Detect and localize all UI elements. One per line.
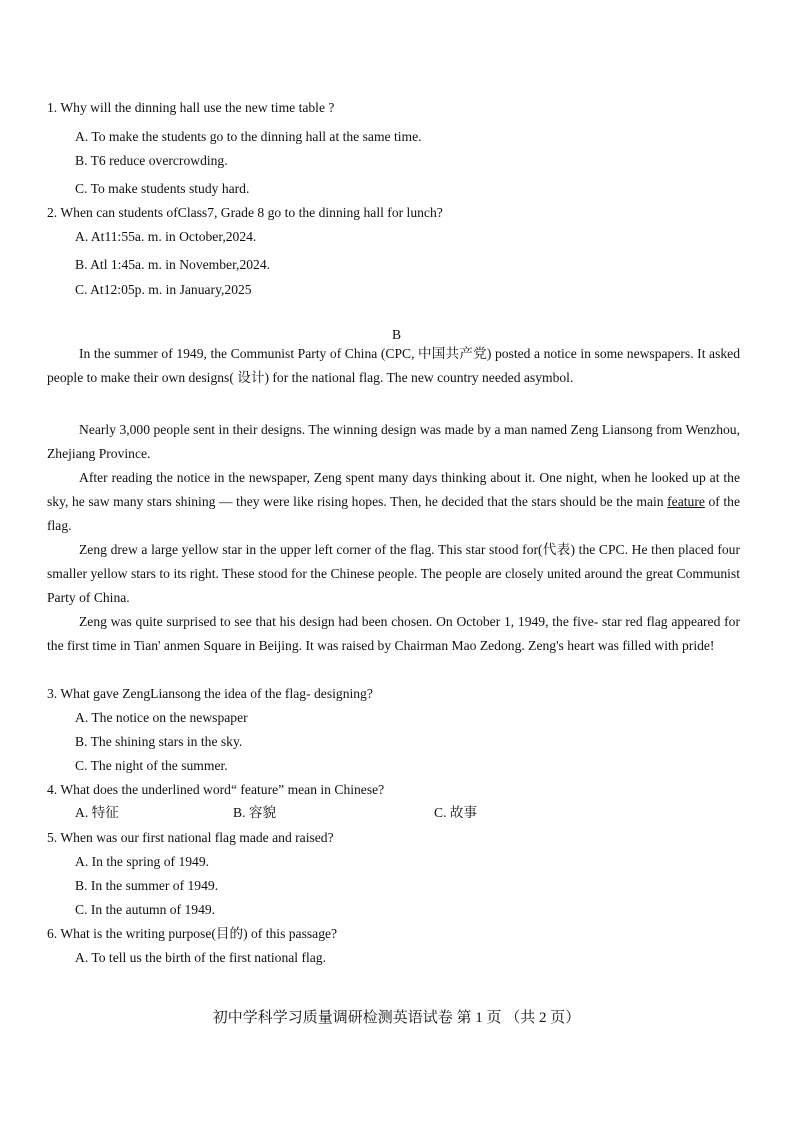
question-5-option-b: B. In the summer of 1949. <box>75 878 219 893</box>
question-2-option-b: B. Atl 1:45a. m. in November,2024. <box>75 257 271 272</box>
passage-paragraph-5: Zeng was quite surprised to see that his design had been chosen. On October 1, 1949, the five- star red flag appeared for the first time in Tian' anmen Square in Beijing. It was raised by Chairman Mao Zedong. Zeng's heart was filled with pride! <box>47 614 740 653</box>
question-1-stem: 1. Why will the dinning hall use the new time table ? <box>47 100 335 115</box>
question-5-option-c: C. In the autumn of 1949. <box>75 902 216 917</box>
question-3-stem: 3. What gave ZengLiansong the idea of the flag- designing? <box>47 686 373 701</box>
question-4-option-c: C. 故事 <box>434 805 478 820</box>
passage-paragraph-3 <box>47 466 740 538</box>
passage-paragraph-1: In the summer of 1949, the Communist Party of China (CPC, 中国共产党) posted a notice in some newspapers. It asked people to make their own designs( 设计) for the national flag. The new country needed asymbol. <box>47 346 740 385</box>
question-3-option-c: C. The night of the summer. <box>75 758 228 773</box>
passage-paragraph-3-tail: of the flag. <box>47 494 740 533</box>
question-3-option-a: A. The notice on the newspaper <box>75 710 248 725</box>
question-6-stem: 6. What is the writing purpose(目的) of this passage? <box>47 926 338 941</box>
question-4-option-b: B. 容貌 <box>233 805 277 820</box>
question-5-option-a: A. In the spring of 1949. <box>75 854 210 869</box>
question-1-option-a: A. To make the students go to the dinning hall at the same time. <box>75 129 422 144</box>
passage-paragraph-4: Zeng drew a large yellow star in the upper left corner of the flag. This star stood for(代表) the CPC. He then placed four smaller yellow stars to its right. These stood for the Chinese people. The people are closely united around the great Communist Party of China. <box>47 542 740 605</box>
section-b-title: B <box>391 327 402 342</box>
question-1-option-b: B. T6 reduce overcrowding. <box>75 153 228 168</box>
question-2-option-a: A. At11:55a. m. in October,2024. <box>75 229 257 244</box>
question-4-option-a: A. 特征 <box>75 805 119 820</box>
page-footer: 初中学科学习质量调研检测英语试卷 第 1 页 （共 2 页） <box>212 1010 581 1026</box>
question-1-option-c: C. To make students study hard. <box>75 181 250 196</box>
question-6-option-a: A. To tell us the birth of the first national flag. <box>75 950 326 965</box>
question-2-stem: 2. When can students ofClass7, Grade 8 go to the dinning hall for lunch? <box>47 205 443 220</box>
question-4-stem: 4. What does the underlined word“ feature” mean in Chinese? <box>47 782 385 797</box>
passage-paragraph-2: Nearly 3,000 people sent in their designs. The winning design was made by a man named Zeng Liansong from Wenzhou, Zhejiang Province. <box>47 422 740 461</box>
question-2-option-c: C. At12:05p. m. in January,2025 <box>75 282 252 297</box>
question-3-option-b: B. The shining stars in the sky. <box>75 734 243 749</box>
question-5-stem: 5. When was our first national flag made and raised? <box>47 830 334 845</box>
underlined-word: feature <box>667 494 705 509</box>
passage-paragraph-3-text: After reading the notice in the newspaper, Zeng spent many days thinking about it. One night, when he looked up at the sky, he saw many stars shining — they were like rising hopes. Then, he decided that the stars should be the main <box>47 470 740 509</box>
